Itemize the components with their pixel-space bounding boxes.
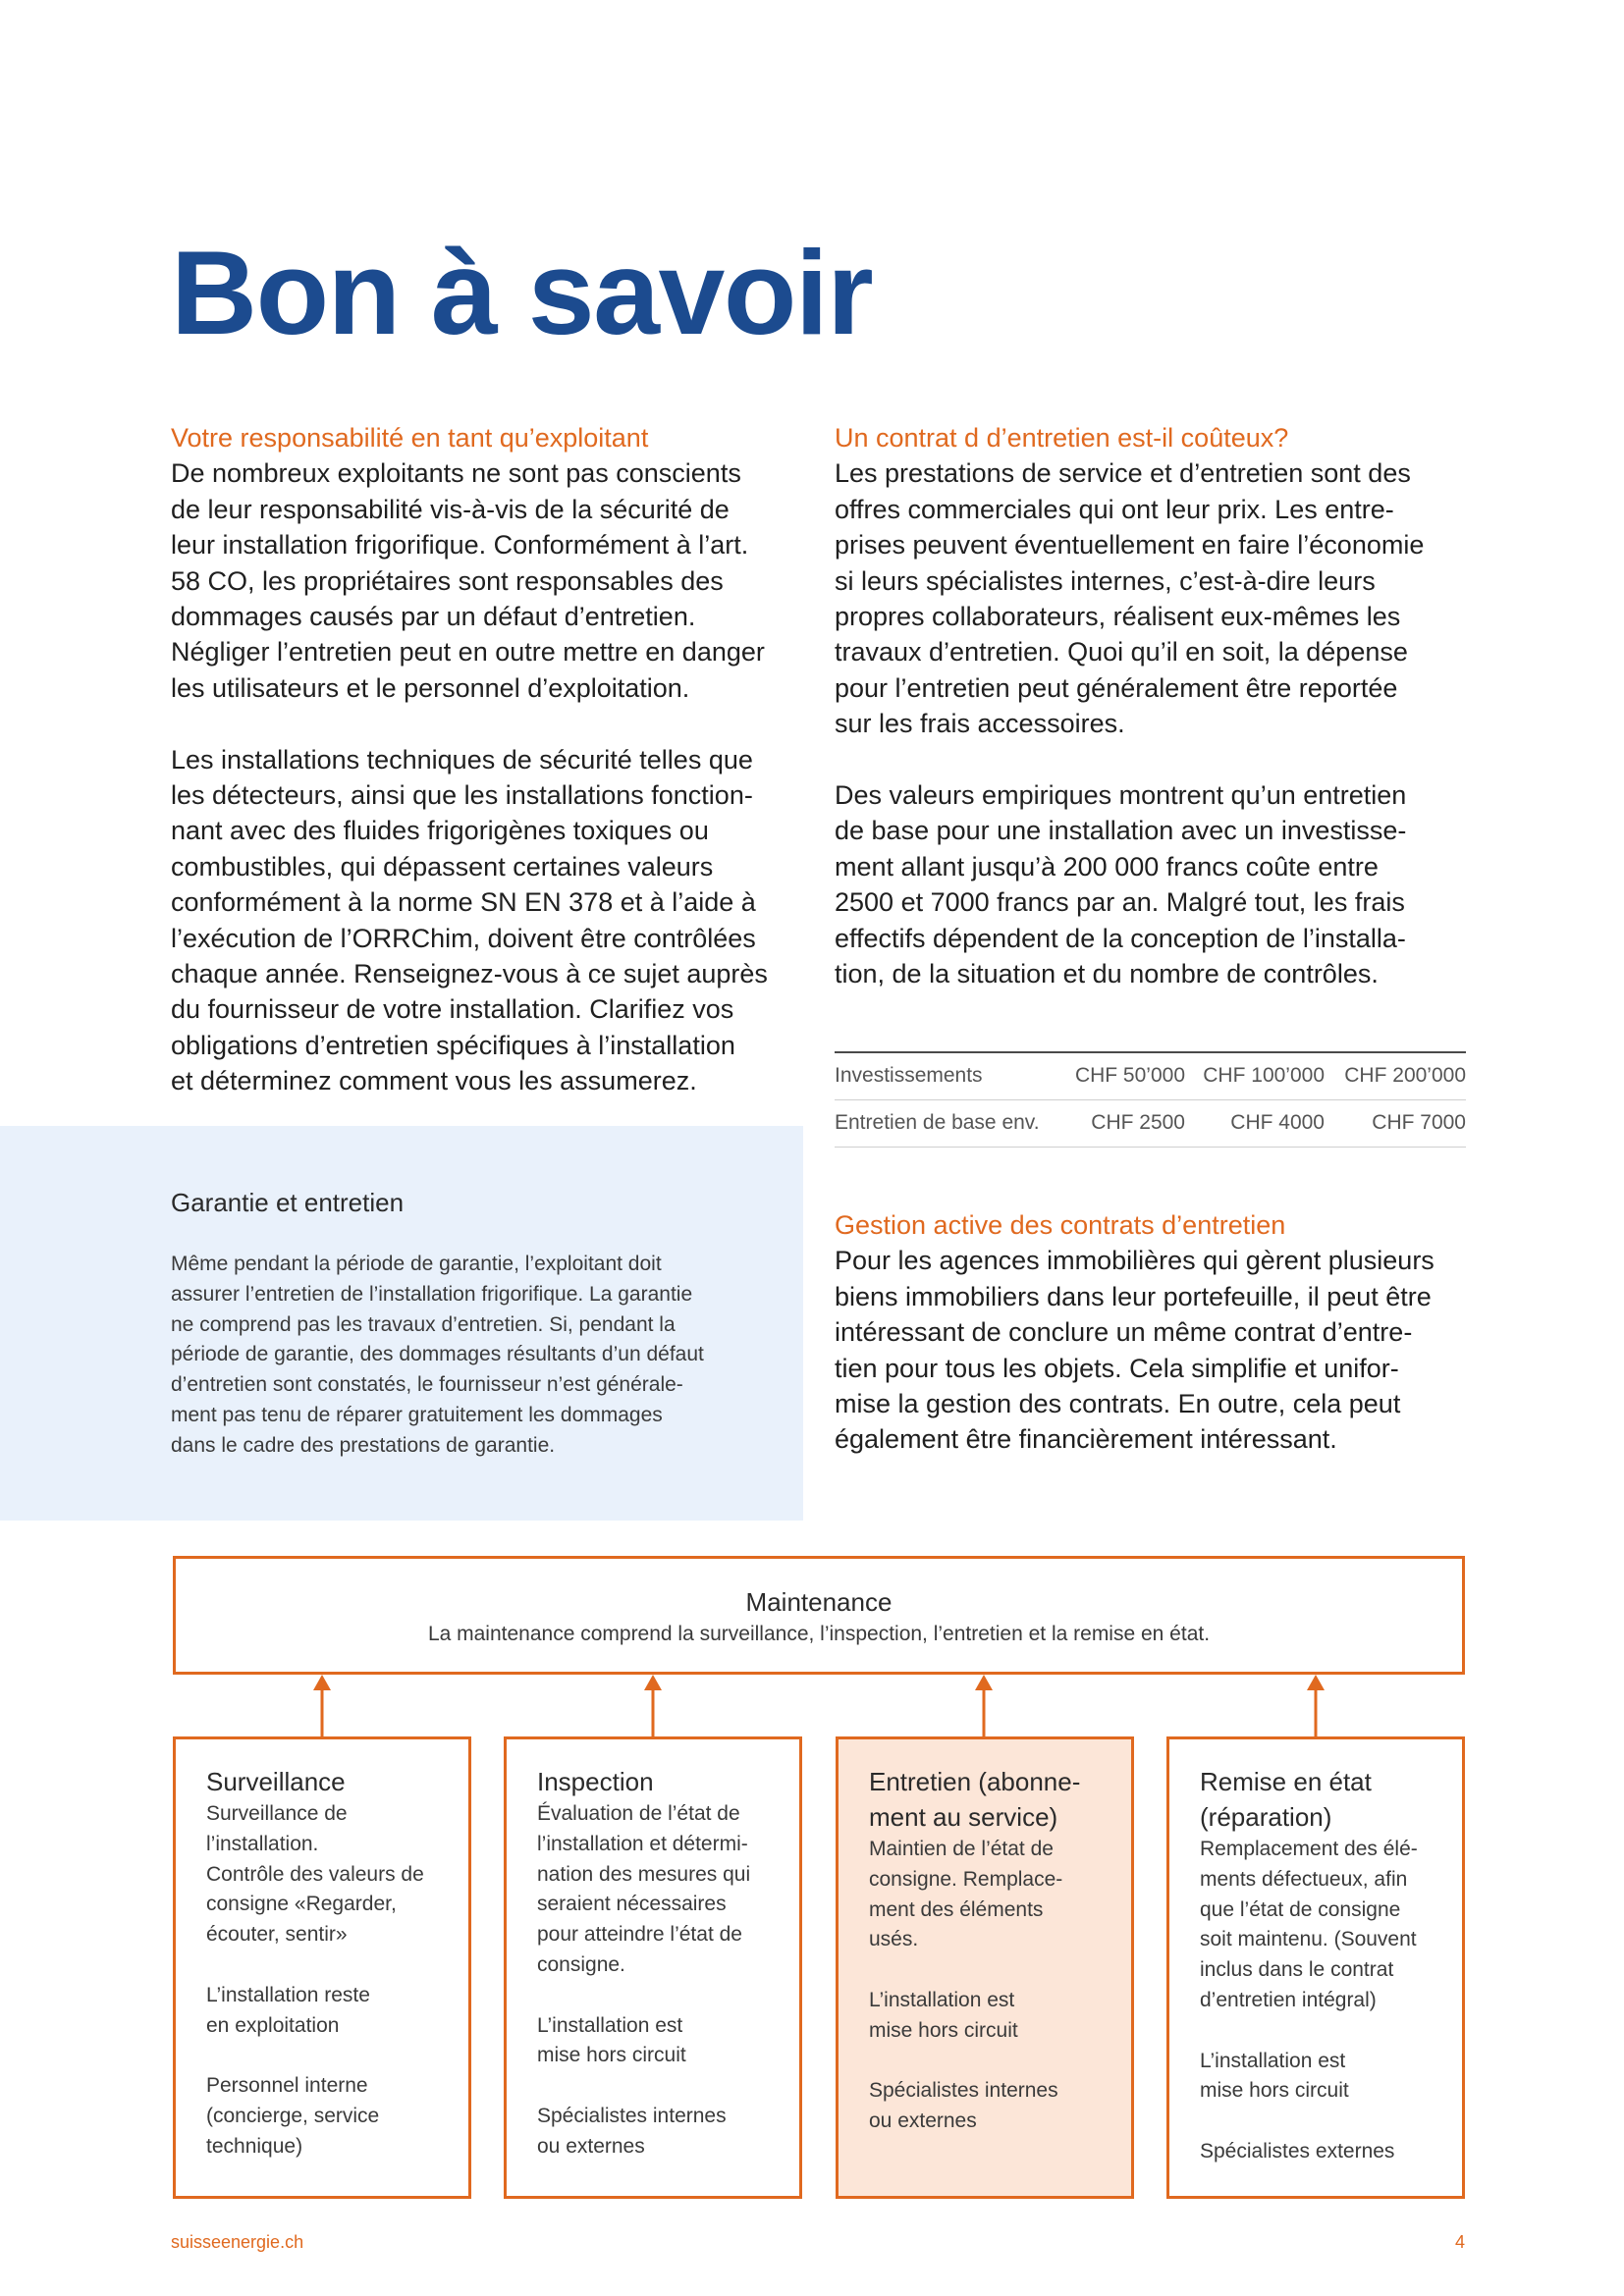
text-line: également être financièrement intéressant. [835, 1424, 1337, 1455]
text-line: L’installation est [869, 1988, 1015, 2011]
text-line: intéressant de conclure un même contrat d’entre- [835, 1317, 1413, 1348]
text-line: sur les frais accessoires. [835, 709, 1125, 739]
diagram-box-text [537, 1799, 791, 1981]
text-line: De nombreux exploitants ne sont pas conscients [171, 458, 741, 489]
contract-management-section [835, 1207, 1467, 1458]
text-line: consigne. [537, 1952, 625, 1976]
text-line: seraient nécessaires [537, 1893, 727, 1916]
text-line: ment allant jusqu’à 200 000 francs coûte entre [835, 851, 1379, 881]
diagram-box-title: ment au service) [869, 1802, 1058, 1832]
footer-site-link: suisseenergie.ch [171, 2232, 304, 2252]
table-cell: CHF 2500 [1091, 1111, 1185, 1134]
text-line: d’entretien intégral) [1200, 1988, 1377, 2011]
text-line: dans le cadre des prestations de garantie. [171, 1433, 556, 1457]
text-line: technique) [206, 2134, 303, 2158]
arrow-up-icon [313, 1675, 331, 1736]
text-line: biens immobiliers dans leur portefeuille, il peut être [835, 1281, 1432, 1311]
diagram-box-text [206, 2071, 460, 2162]
text-line: Spécialistes internes [537, 2104, 727, 2127]
paragraph [835, 777, 1467, 991]
responsibility-section [171, 420, 799, 1099]
maintenance-box [173, 1556, 1465, 1675]
text-line: Maintien de l’état de [869, 1838, 1054, 1860]
page-title: Bon à savoir [171, 226, 873, 359]
text-line: Contrôle des valeurs de [206, 1862, 424, 1886]
text-line: période de garantie, des dommages résultants d’un défaut [171, 1343, 704, 1366]
text-line: ment pas tenu de réparer gratuitement les dommages [171, 1403, 663, 1426]
text-line: chaque année. Renseignez-vous à ce sujet auprès [171, 959, 768, 989]
text-line: (concierge, service [206, 2104, 380, 2127]
text-line: Même pendant la période de garantie, l’exploitant doit [171, 1253, 662, 1275]
table-cell: CHF 4000 [1230, 1111, 1325, 1134]
text-line: dommages causés par un défaut d’entretien. [171, 602, 696, 632]
text-line: ne comprend pas les travaux d’entretien. Si, pendant la [171, 1312, 676, 1336]
text-line: Personnel interne [206, 2074, 368, 2098]
text-line: en exploitation [206, 2013, 340, 2037]
diagram-box-text [869, 1835, 1123, 1955]
text-line: Spécialistes internes [869, 2079, 1058, 2103]
table-cell: CHF 7000 [1372, 1111, 1466, 1134]
text-line: mise hors circuit [1200, 2079, 1349, 2103]
text-line: Des valeurs empiriques montrent qu’un entretien [835, 780, 1407, 811]
diagram-box-remise-en-etat [1166, 1736, 1465, 2199]
text-line: consigne «Regarder, [206, 1893, 397, 1916]
table-cell: CHF 50’000 [1074, 1064, 1185, 1087]
diagram-box-text [1200, 2137, 1454, 2167]
paragraph [171, 742, 799, 1099]
arrow-up-icon [975, 1675, 993, 1736]
text-line: mise hors circuit [537, 2044, 686, 2067]
warranty-info-box [0, 1126, 803, 1521]
text-line: mise la gestion des contrats. En outre, cela peut [835, 1389, 1401, 1419]
text-line: écouter, sentir» [206, 1923, 348, 1947]
diagram-box-title: Inspection [537, 1767, 654, 1796]
text-line: du fournisseur de votre installation. Clarifiez vos [171, 994, 734, 1025]
text-line: si leurs spécialistes internes, c’est-à-dire leurs [835, 565, 1376, 596]
text-line: combustibles, qui dépassent certaines valeurs [171, 851, 714, 881]
diagram-box-title: (réparation) [1200, 1802, 1332, 1832]
table-row [835, 1100, 1466, 1148]
text-line: usés. [869, 1928, 919, 1951]
text-line: tien pour tous les objets. Cela simplifie et unifor- [835, 1353, 1399, 1383]
text-line: 58 CO, les propriétaires sont responsables des [171, 565, 724, 596]
diagram-box-inspection [504, 1736, 802, 2199]
text-line: pour atteindre l’état de [537, 1923, 742, 1947]
text-line: les détecteurs, ainsi que les installations fonction- [171, 780, 753, 811]
diagram-box-title: Remise en état [1200, 1767, 1372, 1796]
section-heading: Gestion active des contrats d’entretien [835, 1210, 1286, 1240]
text-line: Les installations techniques de sécurité telles que [171, 744, 753, 774]
text-line: propres collaborateurs, réalisent eux-mêmes les [835, 602, 1401, 632]
text-line: les utilisateurs et le personnel d’exploitation. [171, 672, 690, 703]
text-line: l’installation et détermi- [537, 1832, 748, 1855]
info-box-text [171, 1250, 704, 1462]
text-line: d’entretien sont constatés, le fournisseur n’est générale- [171, 1373, 683, 1397]
text-line: inclus dans le contrat [1200, 1958, 1394, 1982]
diagram-box-title: Surveillance [206, 1767, 346, 1796]
diagram-box-entretien [836, 1736, 1134, 2199]
table-cell-label: Entretien de base env. [835, 1111, 1040, 1134]
text-line: L’installation est [1200, 2049, 1346, 2072]
text-line: L’installation est [537, 2013, 683, 2037]
text-line: l’installation. [206, 1832, 319, 1855]
text-line: Négliger l’entretien peut en outre mettre en danger [171, 637, 765, 667]
text-line: effectifs dépendent de la conception de l’installa- [835, 923, 1406, 953]
diagram-box-text [206, 1799, 460, 1950]
table-cell: CHF 100’000 [1203, 1064, 1325, 1087]
diagram-box-text [537, 2011, 791, 2072]
text-line: mise hors circuit [869, 2018, 1018, 2042]
text-line: nation des mesures qui [537, 1862, 751, 1886]
text-line: Les prestations de service et d’entretien sont des [835, 458, 1411, 489]
text-line: Spécialistes externes [1200, 2139, 1395, 2163]
cost-table [835, 1051, 1466, 1148]
text-line: nant avec des fluides frigorigènes toxiques ou [171, 816, 709, 846]
table-row [835, 1053, 1466, 1100]
text-line: consigne. Remplace- [869, 1867, 1063, 1891]
diagram-box-text [1200, 1835, 1454, 2016]
table-cell-label: Investissements [835, 1064, 983, 1087]
diagram-box-surveillance [173, 1736, 471, 2199]
diagram-box-title: Entretien (abonne- [869, 1767, 1081, 1796]
text-line: L’installation reste [206, 1983, 370, 2006]
cost-section [835, 420, 1467, 991]
diagram-box-text [1200, 2047, 1454, 2108]
diagram-box-text [869, 2076, 1123, 2137]
diagram-box-text [869, 1986, 1123, 2047]
text-line: de leur responsabilité vis-à-vis de la sécurité de [171, 494, 730, 524]
paragraph [835, 455, 1467, 741]
text-line: et déterminez comment vous les assumerez. [171, 1066, 697, 1096]
diagram-arrows [0, 1669, 1624, 1739]
maintenance-title: Maintenance [745, 1587, 893, 1617]
maintenance-subtitle: La maintenance comprend la surveillance, l’inspection, l’entretien et la remise en état. [427, 1623, 1211, 1645]
info-box-title: Garantie et entretien [171, 1188, 405, 1217]
text-line: soit maintenu. (Souvent [1200, 1928, 1417, 1951]
diagram-box-text [206, 1981, 460, 2042]
text-line: tion, de la situation et du nombre de contrôles. [835, 959, 1379, 989]
text-line: obligations d’entretien spécifiques à l’installation [171, 1030, 735, 1060]
section-heading: Votre responsabilité en tant qu’exploitant [171, 423, 649, 453]
text-line: l’exécution de l’ORRChim, doivent être contrôlées [171, 923, 756, 953]
text-line: prises peuvent éventuellement en faire l’économie [835, 530, 1425, 561]
text-line: travaux d’entretien. Quoi qu’il en soit, la dépense [835, 637, 1408, 667]
text-line: offres commerciales qui ont leur prix. Les entre- [835, 494, 1394, 524]
paragraph [171, 455, 799, 706]
text-line: leur installation frigorifique. Conformément à l’art. [171, 530, 749, 561]
section-heading: Un contrat d d’entretien est-il coûteux? [835, 423, 1289, 453]
paragraph [835, 1243, 1467, 1457]
text-line: assurer l’entretien de l’installation frigorifique. La garantie [171, 1282, 693, 1306]
text-line: Surveillance de [206, 1802, 348, 1825]
text-line: ou externes [869, 2109, 977, 2133]
arrow-up-icon [644, 1675, 662, 1736]
table-cell: CHF 200’000 [1344, 1064, 1466, 1087]
text-line: Remplacement des élé- [1200, 1838, 1418, 1860]
text-line: pour l’entretien peut généralement être reportée [835, 672, 1398, 703]
text-line: ou externes [537, 2134, 645, 2158]
text-line: conformément à la norme SN EN 378 et à l’aide à [171, 887, 756, 918]
text-line: que l’état de consigne [1200, 1897, 1401, 1921]
text-line: Pour les agences immobilières qui gèrent plusieurs [835, 1246, 1435, 1276]
arrow-up-icon [1307, 1675, 1325, 1736]
text-line: 2500 et 7000 francs par an. Malgré tout, les frais [835, 887, 1405, 918]
text-line: ment des éléments [869, 1897, 1044, 1921]
diagram-box-text [537, 2102, 791, 2163]
page-number: 4 [1454, 2232, 1465, 2252]
text-line: ments défectueux, afin [1200, 1867, 1408, 1891]
text-line: de base pour une installation avec un investisse- [835, 816, 1407, 846]
text-line: Évaluation de l’état de [537, 1802, 740, 1825]
